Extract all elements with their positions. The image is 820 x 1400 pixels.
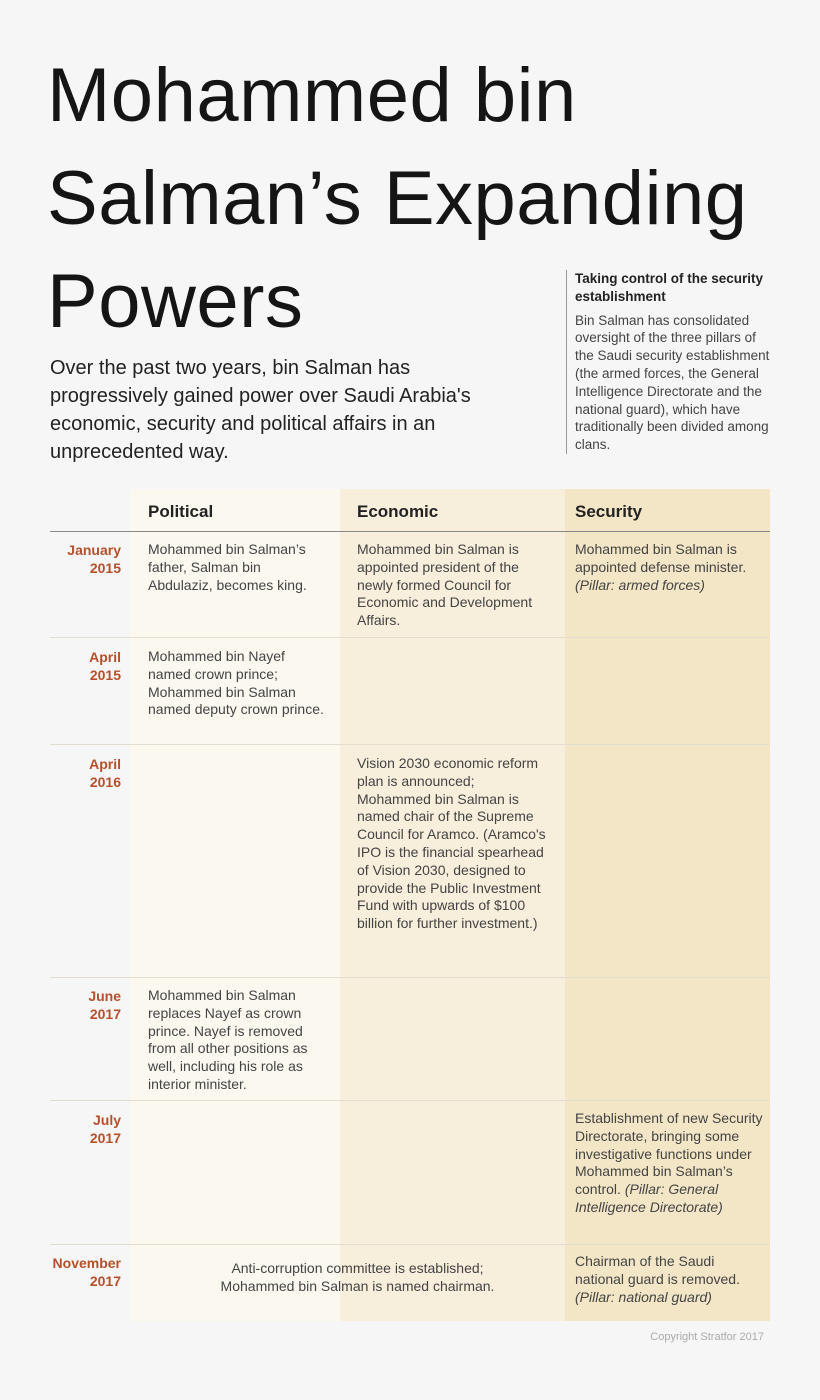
security-text: Establishment of new Security Directorate, bringing some investigative functions under Mohammed bin Salman’s control.	[575, 1110, 763, 1198]
date-month: July	[92, 1112, 121, 1128]
column-header-political: Political	[148, 502, 214, 521]
merged-line-1: Anti-corruption committee is established;	[231, 1260, 484, 1276]
date-month: April	[89, 649, 121, 665]
cell-security-nov-2017	[575, 1253, 765, 1306]
title-line-2: Salman’s Expanding	[47, 156, 748, 241]
row-divider	[50, 1100, 770, 1101]
merged-line-2: Mohammed bin Salman is named chairman.	[220, 1277, 495, 1294]
row-date-jun-2017	[40, 987, 121, 1023]
row-date-nov-2017	[40, 1254, 121, 1290]
column-header-economic: Economic	[357, 502, 439, 521]
date-year: 2017	[89, 1130, 121, 1146]
row-date-jan-2015	[40, 541, 121, 577]
date-year: 2015	[89, 667, 121, 683]
cell-political-jun-2017: Mohammed bin Salman replaces Nayef as crown prince. Nayef is removed from all other positions as well, including his role as interior minister.	[148, 987, 308, 1092]
date-year: 2015	[89, 560, 121, 576]
date-month: January	[67, 542, 121, 558]
date-month: June	[88, 988, 121, 1004]
header-divider	[50, 531, 770, 532]
date-month: November	[52, 1255, 121, 1271]
pillar-note: (Pillar: national guard)	[575, 1288, 712, 1305]
row-divider	[50, 637, 770, 638]
pillar-note: (Pillar: General Intelligence Directorate)	[575, 1181, 723, 1215]
date-year: 2017	[89, 1006, 121, 1022]
cell-economic-jan-2015: Mohammed bin Salman is appointed president of the newly formed Council for Economic and Development Affairs.	[357, 541, 533, 629]
cell-security-jul-2017	[575, 1110, 765, 1217]
date-year: 2017	[89, 1273, 121, 1289]
row-divider	[50, 1244, 770, 1245]
row-date-apr-2015	[40, 648, 121, 684]
cell-economic-apr-2016: Vision 2030 economic reform plan is announced; Mohammed bin Salman is named chair of the Supreme Council for Aramco. (Aramco's IPO is the financial spearhead of Vision 2030, designed to provide the Public Investment Fund with upwards of $100 billion for further investment.)	[357, 755, 546, 932]
date-year: 2016	[89, 774, 121, 790]
sidebar-note	[566, 270, 775, 454]
intro-paragraph: Over the past two years, bin Salman has progressively gained power over Saudi Arabia's economic, security and political affairs in an unprecedented way.	[50, 357, 471, 463]
row-date-jul-2017	[40, 1111, 121, 1147]
row-date-apr-2016	[40, 755, 121, 791]
title-line-1: Mohammed bin	[47, 53, 577, 138]
sidebar-heading: Taking control of the security establishment	[575, 271, 764, 304]
cell-political-jan-2015: Mohammed bin Salman’s father, Salman bin Abdulaziz, becomes king.	[148, 541, 307, 593]
title-line-3: Powers	[47, 259, 304, 344]
political-column-bg	[130, 489, 340, 1321]
column-header-security: Security	[575, 502, 643, 521]
copyright-notice: Copyright Stratfor 2017	[650, 1331, 764, 1343]
cell-political-economic-nov-2017	[190, 1260, 525, 1296]
security-text: Chairman of the Saudi national guard is removed.	[575, 1253, 740, 1287]
security-text: Mohammed bin Salman is appointed defense minister.	[575, 541, 747, 575]
row-divider	[50, 977, 770, 978]
pillar-note: (Pillar: armed forces)	[575, 576, 705, 593]
row-divider	[50, 744, 770, 745]
cell-political-apr-2015: Mohammed bin Nayef named crown prince; Mohammed bin Salman named deputy crown prince.	[148, 648, 324, 718]
cell-security-jan-2015	[575, 541, 765, 594]
sidebar-body: Bin Salman has consolidated oversight of the three pillars of the Saudi security establishment (the armed forces, the General Intelligence Directorate and the national guard), which have traditionally been divided among clans.	[575, 312, 770, 453]
date-month: April	[89, 756, 121, 772]
